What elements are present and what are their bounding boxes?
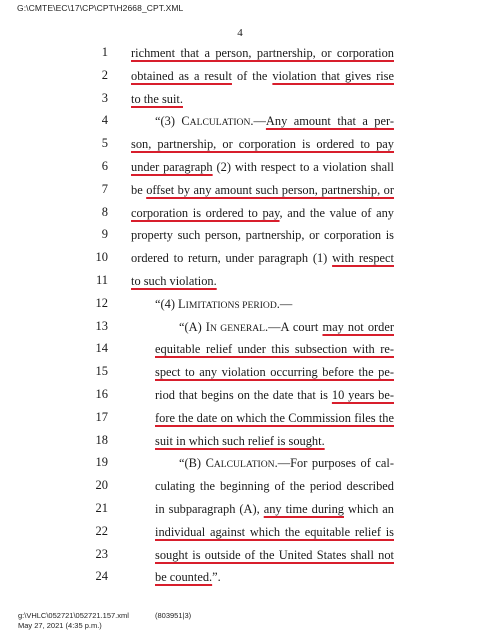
text-segment: ALCULATION	[189, 117, 251, 129]
line-number: 9	[101, 227, 108, 242]
line-number: 23	[95, 546, 108, 561]
line-text	[131, 273, 217, 289]
text-line	[0, 453, 480, 476]
text-segment: culating the beginning of the period described	[155, 479, 394, 494]
line-number: 17	[95, 409, 108, 424]
underlined-insertion: be counted.	[155, 570, 213, 585]
text-segment: be	[131, 182, 147, 197]
text-line	[0, 225, 480, 248]
text-segment: which an	[344, 501, 394, 516]
line-text	[131, 91, 183, 107]
underlined-insertion: equitable relief under this subsection with re-	[155, 342, 394, 357]
line-text	[155, 547, 394, 563]
line-number: 6	[101, 158, 108, 173]
line-number: 1	[101, 45, 108, 59]
text-segment: .—	[250, 114, 266, 129]
line-text	[131, 205, 394, 221]
text-line	[0, 362, 480, 385]
underlined-insertion: son, partnership, or corporation is ordered to pay	[131, 137, 394, 152]
line-text	[131, 182, 394, 198]
text-segment: .—	[276, 296, 293, 311]
text-line	[0, 134, 480, 157]
line-text	[131, 68, 394, 84]
underlined-insertion: richment that a person, partnership, or corporation	[131, 46, 394, 60]
line-text	[155, 433, 325, 449]
text-segment: ”.	[212, 570, 221, 585]
file-path-header: G:\CMTE\EC\17\CP\CPT\H2668_CPT.XML	[17, 3, 184, 13]
underlined-insertion: obtained as a result	[131, 68, 232, 83]
text-segment: ALCULATION	[213, 459, 275, 471]
line-text	[179, 319, 394, 337]
underlined-insertion: to the suit.	[131, 91, 183, 106]
line-text	[155, 341, 394, 357]
text-line	[0, 317, 480, 340]
text-line	[0, 431, 480, 454]
line-text	[179, 455, 394, 473]
line-text	[155, 364, 394, 380]
text-segment: “(A) I	[179, 319, 210, 334]
text-line	[0, 66, 480, 89]
line-number: 5	[101, 136, 108, 151]
line-text	[131, 136, 394, 152]
underlined-insertion: spect to any violation occurring before the pe-	[155, 365, 394, 380]
text-line	[0, 89, 480, 112]
footer-date: May 27, 2021 (4:35 p.m.)	[18, 621, 102, 630]
text-segment: riod that begins on the date that is	[155, 387, 332, 402]
line-number: 24	[95, 569, 108, 584]
line-number: 12	[95, 295, 108, 310]
text-segment: “(B) C	[179, 456, 214, 471]
line-text	[155, 387, 394, 403]
text-segment: “(4) L	[155, 296, 186, 311]
line-number: 8	[101, 204, 108, 219]
line-number: 14	[95, 341, 108, 356]
text-line	[0, 248, 480, 271]
underlined-insertion: sought is outside of the United States shall not	[155, 547, 394, 562]
line-text	[131, 227, 394, 243]
text-line	[0, 203, 480, 226]
underlined-insertion: under paragraph	[131, 159, 213, 174]
footer-doc-id: (803951|3)	[155, 611, 192, 620]
line-text	[155, 478, 394, 494]
footer-file-path: g:\VHLC\052721\052721.157.xml	[18, 611, 129, 620]
text-line	[0, 476, 480, 499]
text-segment: property such person, partnership, or corporation is	[131, 228, 394, 243]
line-text	[155, 501, 394, 517]
text-line	[0, 545, 480, 568]
line-number: 4	[101, 113, 108, 128]
text-segment: IMITATIONS PERIOD	[185, 299, 277, 311]
line-text	[155, 524, 394, 540]
line-text	[155, 296, 292, 314]
line-number: 22	[95, 523, 108, 538]
line-number: 15	[95, 364, 108, 379]
line-text	[155, 113, 394, 131]
line-number: 3	[101, 90, 108, 105]
text-segment: in subparagraph (A),	[155, 501, 264, 516]
underlined-insertion: suit in which such relief is sought.	[155, 433, 325, 448]
line-number: 11	[95, 272, 108, 287]
text-line	[0, 111, 480, 134]
line-number: 20	[95, 478, 108, 493]
text-segment: .—For purposes of cal-	[274, 456, 394, 471]
text-line	[0, 339, 480, 362]
text-line	[0, 522, 480, 545]
line-text	[131, 250, 394, 266]
text-line	[0, 294, 480, 317]
underlined-insertion: offset by any amount such person, partnership, or	[146, 182, 395, 197]
underlined-insertion: Any amount that a per-	[265, 114, 394, 129]
underlined-insertion: with respect	[332, 251, 394, 266]
underlined-insertion: violation that gives rise	[272, 68, 394, 83]
line-number: 19	[95, 455, 108, 470]
text-line	[0, 271, 480, 294]
underlined-insertion: any time during	[263, 501, 344, 516]
text-line	[0, 408, 480, 431]
line-number: 13	[95, 318, 108, 333]
line-number: 21	[95, 500, 108, 515]
underlined-insertion: fore the date on which the Commission files the	[155, 410, 394, 425]
line-number: 10	[95, 250, 108, 265]
text-segment: (2) with respect to a violation shall	[212, 159, 394, 174]
line-text	[155, 410, 394, 426]
line-text	[131, 45, 394, 61]
text-segment: ordered to return, under paragraph (1)	[131, 251, 333, 266]
text-line	[0, 567, 480, 590]
footer-file-info	[18, 611, 129, 631]
text-line	[0, 43, 480, 66]
text-line	[0, 385, 480, 408]
line-number: 16	[95, 386, 108, 401]
line-number: 2	[101, 67, 108, 82]
text-segment: , and the value of any	[279, 205, 394, 220]
text-line	[0, 499, 480, 522]
underlined-insertion: individual against which the equitable relief is	[155, 524, 394, 539]
text-segment: “(3) C	[155, 114, 190, 129]
underlined-insertion: may not order	[322, 319, 394, 334]
text-segment: .—A court	[265, 319, 323, 334]
text-line	[0, 180, 480, 203]
bill-text-body	[0, 43, 480, 590]
page-number: 4	[237, 27, 243, 39]
text-segment: N GENERAL	[209, 322, 266, 334]
text-line	[0, 157, 480, 180]
text-segment: of the	[231, 68, 273, 83]
line-number: 18	[95, 432, 108, 447]
line-number: 7	[101, 181, 108, 196]
underlined-insertion: corporation is ordered to pay	[131, 205, 280, 220]
line-text	[131, 159, 394, 175]
underlined-insertion: 10 years be-	[331, 387, 394, 402]
line-text	[155, 569, 221, 585]
underlined-insertion: to such violation.	[131, 273, 217, 288]
